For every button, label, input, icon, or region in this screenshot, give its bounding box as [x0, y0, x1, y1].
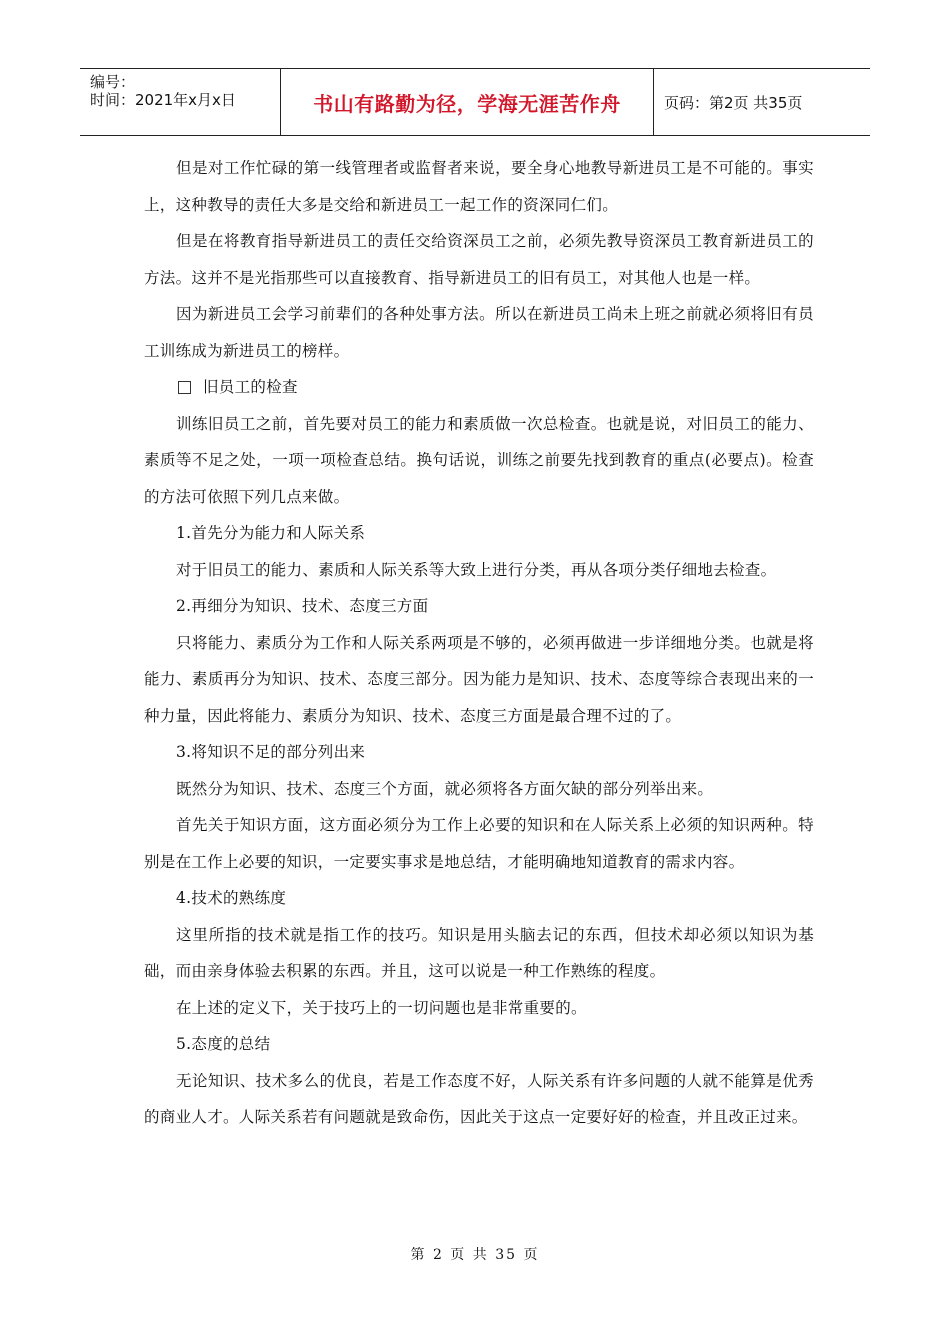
- header-motto: 书山有路勤为径，学海无涯苦作舟: [313, 91, 621, 116]
- checkbox-icon: [178, 381, 191, 394]
- list-heading: 2.再细分为知识、技术、态度三方面: [176, 597, 429, 615]
- paragraph: 但是对工作忙碌的第一线管理者或监督者来说，要全身心地教导新进员工是不可能的。事实上，这种教导的责任大多是交给和新进员工一起工作的资深同仁们。: [144, 159, 814, 214]
- paragraph: 训练旧员工之前，首先要对员工的能力和素质做一次总检查。也就是说，对旧员工的能力、素质等不足之处，一项一项检查总结。换句话说，训练之前要先找到教育的重点(必要点)。检查的方法可依照下列几点来做。: [144, 414, 814, 506]
- list-heading: 1.首先分为能力和人际关系: [176, 524, 366, 542]
- section-heading-old-staff-check: [144, 369, 814, 406]
- document-body: [144, 150, 814, 1136]
- paragraph: 但是在将教育指导新进员工的责任交给资深员工之前，必须先教导资深员工教育新进员工的方法。这并不是光指那些可以直接教育、指导新进员工的旧有员工，对其他人也是一样。: [144, 232, 814, 287]
- list-heading: 3.将知识不足的部分列出来: [176, 743, 366, 761]
- paragraph: 首先关于知识方面，这方面必须分为工作上必要的知识和在人际关系上必须的知识两种。特别是在工作上必要的知识，一定要实事求是地总结，才能明确地知道教育的需求内容。: [144, 816, 814, 871]
- paragraph: 对于旧员工的能力、素质和人际关系等大致上进行分类，再从各项分类仔细地去检查。: [176, 560, 777, 579]
- page-header: [80, 68, 870, 136]
- section-heading-text: 旧员工的检查: [203, 378, 298, 396]
- paragraph: 这里所指的技术就是指工作的技巧。知识是用头脑去记的东西，但技术却必须以知识为基础，而由亲身体验去积累的东西。并且，这可以说是一种工作熟练的程度。: [144, 925, 814, 980]
- header-meta-cell: [80, 69, 281, 135]
- paragraph: 无论知识、技术多么的优良，若是工作态度不好，人际关系有许多问题的人就不能算是优秀的商业人才。人际关系若有问题就是致命伤，因此关于这点一定要好好的检查，并且改正过来。: [144, 1071, 814, 1126]
- paragraph: 只将能力、素质分为工作和人际关系两项是不够的，必须再做进一步详细地分类。也就是将能力、素质再分为知识、技术、态度三部分。因为能力是知识、技术、态度等综合表现出来的一种力量，因此将能力、素质分为知识、技术、态度三方面是最合理不过的了。: [144, 633, 814, 725]
- paragraph: 因为新进员工会学习前辈们的各种处事方法。所以在新进员工尚未上班之前就必须将旧有员工训练成为新进员工的榜样。: [144, 305, 814, 360]
- header-page-info: 页码：第2页 共35页: [664, 93, 803, 112]
- page-footer: 第 2 页 共 35 页: [410, 1247, 540, 1263]
- document-number-label: 编号：: [90, 73, 136, 91]
- paragraph: 既然分为知识、技术、态度三个方面，就必须将各方面欠缺的部分列举出来。: [176, 779, 714, 798]
- paragraph: 在上述的定义下，关于技巧上的一切问题也是非常重要的。: [176, 998, 587, 1017]
- header-page-cell: [654, 69, 870, 135]
- header-motto-cell: [281, 69, 654, 135]
- list-heading: 5.态度的总结: [176, 1035, 271, 1053]
- list-heading: 4.技术的熟练度: [176, 889, 287, 907]
- document-date: 时间：2021年x月x日: [90, 91, 236, 109]
